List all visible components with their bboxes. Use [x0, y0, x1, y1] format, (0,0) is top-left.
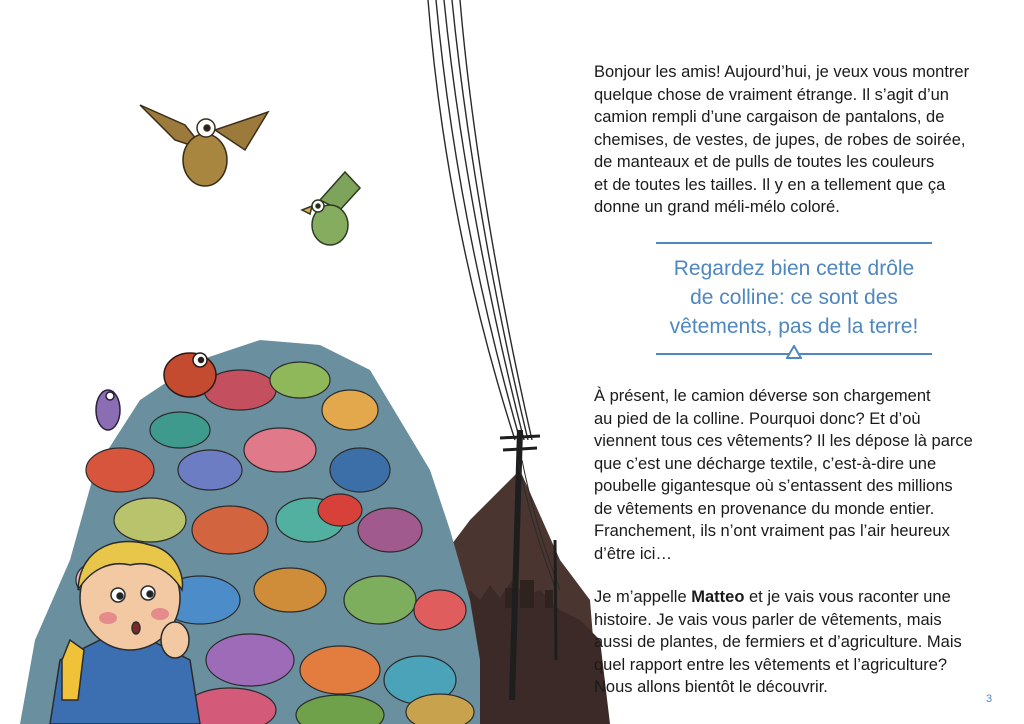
- matteo-intro-text: Je m’appelle: [594, 588, 692, 606]
- dump-paragraph: À présent, le camion déverse son chargement au pied de la colline. Pourquoi donc? Et d’où viennent tous ces vêtements? Il les dépose là parce que c’est une décharge textile, c’est-à-dire une poubelle gigantesque où s’entassent des millions de vêtements en provenance du monde entier. Franchement, ils n’ont vraiment pas l’air heureux d’être ici…: [594, 387, 973, 563]
- purple-bird: [96, 390, 120, 430]
- red-bird: [164, 353, 216, 397]
- matteo-paragraph: [594, 586, 994, 699]
- intro-paragraph: Bonjour les amis! Aujourd’hui, je veux vous montrer quelque chose de vraiment étrange. Il s’agit d’un camion rempli d’une cargaison de pantalons, de chemises, de vestes, de jupes, de robes de soirée, de manteaux et de pulls de toutes les couleurs et de toutes les tailles. Il y en a tellement que ça donne un grand méli-mélo coloré.: [594, 63, 970, 216]
- matteo-rest-text: et je vais vous raconter une histoire. Je vais vous parler de vêtements, mais aussi de plantes, de fermiers et d’agriculture. Mais quel rapport entre les vêtements et l’agriculture? Nous allons bientôt le découvrir.: [594, 588, 962, 696]
- brown-bird: [140, 105, 268, 186]
- page-number: 3: [986, 693, 993, 705]
- pull-quote-top-rule: [656, 242, 932, 244]
- pull-quote: [656, 242, 932, 358]
- pull-quote-text: Regardez bien cette drôle de colline: ce sont des vêtements, pas de la terre!: [669, 257, 919, 338]
- triangle-icon: [786, 345, 802, 359]
- matteo-name: Matteo: [691, 588, 745, 606]
- green-bird: [302, 172, 360, 245]
